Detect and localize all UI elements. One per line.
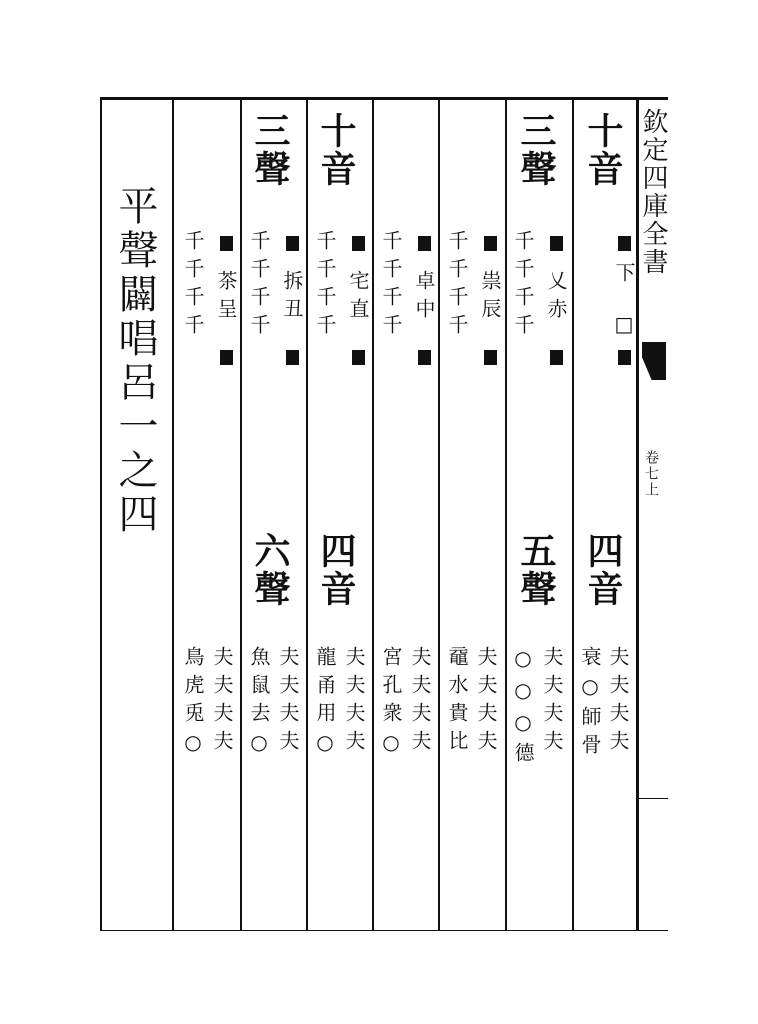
section-title: 平聲闢唱呂一之四 xyxy=(112,185,158,537)
frame-top-line xyxy=(100,97,668,100)
rhyme-char: □ xyxy=(612,312,636,344)
marker-block xyxy=(618,236,631,251)
sound-row: ○○○德 xyxy=(511,646,535,770)
rhyme-char: 乂赤 xyxy=(544,270,568,326)
column-heading-top: 三聲 xyxy=(249,112,291,188)
edge-juan-label: 卷七上 xyxy=(643,450,659,498)
grid-row: 千千千千 xyxy=(379,230,403,342)
column-heading-top: 十音 xyxy=(582,112,624,188)
column-heading-mid: 四音 xyxy=(582,532,624,608)
grid-row: 千千千千 xyxy=(445,230,469,342)
marker-block xyxy=(220,350,233,365)
sound-row: 夫夫夫夫 xyxy=(408,646,432,758)
fishtail-mark xyxy=(642,342,666,380)
grid-row: 千千千千 xyxy=(313,230,337,342)
rhyme-char: 下 xyxy=(612,262,636,290)
sound-row: 衰○師骨 xyxy=(578,646,602,762)
sound-row: 鳥虎兎○ xyxy=(181,646,205,762)
column-divider xyxy=(372,97,374,930)
grid-row: 千千千千 xyxy=(181,230,205,342)
column-divider xyxy=(172,97,174,930)
sound-row: 宮孔衆○ xyxy=(379,646,403,762)
sound-row: 黿水貴比 xyxy=(445,646,469,758)
sound-row: 夫夫夫夫 xyxy=(210,646,234,758)
marker-block xyxy=(418,350,431,365)
frame-bottom-line xyxy=(100,930,668,931)
sound-row: 夫夫夫夫 xyxy=(342,646,366,758)
rhyme-char: 祟辰 xyxy=(478,270,502,326)
sound-row: 夫夫夫夫 xyxy=(474,646,498,758)
rhyme-char: 茶呈 xyxy=(214,270,238,326)
sound-row: 夫夫夫夫 xyxy=(276,646,300,758)
marker-block xyxy=(352,236,365,251)
column-divider xyxy=(438,97,440,930)
column-heading-mid: 六聲 xyxy=(249,532,291,608)
marker-block xyxy=(618,350,631,365)
marker-block xyxy=(484,236,497,251)
grid-row: 千千千千 xyxy=(511,230,535,342)
column-divider xyxy=(572,97,574,930)
marker-block xyxy=(286,236,299,251)
column-heading-top: 十音 xyxy=(315,112,357,188)
sound-row: 魚鼠去○ xyxy=(247,646,271,762)
column-heading-mid: 五聲 xyxy=(515,532,557,608)
sound-row: 龍甬用○ xyxy=(313,646,337,762)
rhyme-char: 拆丑 xyxy=(280,270,304,326)
marker-block xyxy=(352,350,365,365)
sound-row: 夫夫夫夫 xyxy=(606,646,630,758)
marker-block xyxy=(484,350,497,365)
marker-block xyxy=(220,236,233,251)
rhyme-char: 宅直 xyxy=(346,270,370,326)
marker-block xyxy=(550,350,563,365)
column-heading-top: 三聲 xyxy=(515,112,557,188)
column-divider xyxy=(505,97,507,930)
column-heading-mid: 四音 xyxy=(315,532,357,608)
sound-row: 夫夫夫夫 xyxy=(540,646,564,758)
marker-block xyxy=(418,236,431,251)
edge-book-title: 欽定四庫全書 xyxy=(638,108,668,276)
marker-block xyxy=(550,236,563,251)
marker-block xyxy=(286,350,299,365)
column-divider xyxy=(306,97,308,930)
rhyme-char: 卓中 xyxy=(412,270,436,326)
grid-row: 千千千千 xyxy=(247,230,271,342)
frame-left-line xyxy=(100,97,102,930)
column-divider xyxy=(240,97,242,930)
edge-divider-line xyxy=(636,798,668,799)
